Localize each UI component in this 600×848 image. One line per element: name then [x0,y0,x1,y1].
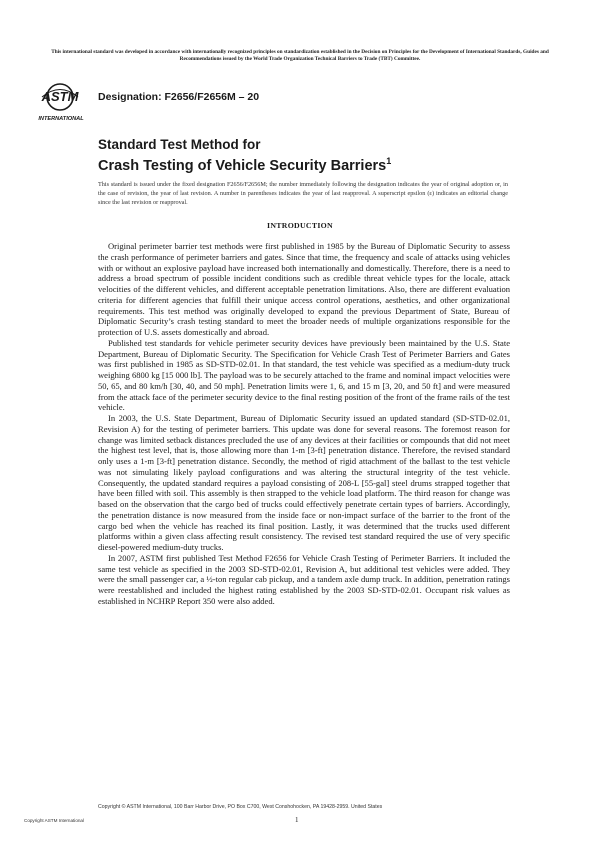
title-line-2 [98,153,391,174]
title-footnote-mark: 1 [386,156,392,166]
document-title [98,137,391,174]
title-line-2-text: Crash Testing of Vehicle Security Barriers [98,158,387,174]
paragraph: Published test standards for vehicle perimeter security devices have previously been maintained by the U.S. State Department, Bureau of Diplomatic Security. The Specification for Vehicle Crash Test of Perimeter Barriers and Gates was first published in 1985 as SD-STD-02.01. In that standard, the test vehicle was specified as a medium-duty truck weighing 6800 kg [15 000 lb]. The payload was to be securely attached to the frame and nominal impact velocities were 50, 65, and 80 km/h [30, 40, and 50 mph]. Penetration limits were 1, 6, and 15 m [3, 20, and 50 ft] and were measured from the attack face of the perimeter security device to the final resting position of the front of the frame rails of the test vehicle. [98,337,510,413]
issued-under-note: This standard is issued under the fixed designation F2656/F2656M; the number immediately following the designation indicates the year of original adoption or, in the case of revision, the year of last revision. A number in parentheses indicates the year of last reapproval. A superscript epsilon (ε) indicates an editorial change since the last revision or reapproval. [98,181,508,206]
paragraph: In 2007, ASTM first published Test Method F2656 for Vehicle Crash Testing of Perimeter Barriers. It included the same test vehicle as specified in the 2003 SD-STD-02.01, Revision A, but additional test vehicles were added. They were the small passenger car, a ½-ton regular cab pickup, and a tandem axle dump truck. In addition, penetration ratings were reestablished and included the highest rating established by the 2003 SD-STD-02.01. Occupant risk values as established in NCHRP Report 350 were also added. [98,552,510,606]
page-number: 1 [295,816,299,824]
paragraph: In 2003, the U.S. State Department, Bureau of Diplomatic Security issued an updated standard (SD-STD-02.01, Revision A) for the testing of perimeter barriers. This update was done for several reasons. The foremost reason for change was limited setback distances precluded the use of any devices at their facilities or compounds that did not meet the highest test level, that is, those allowing more than 1-m [3-ft] penetration distance. Therefore, the revised standard only uses a 1-m [3-ft] penetration distance. Secondly, the method of rigid attachment of the ballast to the test vehicle was not simulating likely payload configurations and was altering the structural integrity of the test vehicle. Consequently, the updated standard requires a payload consisting of 208-L [55-gal] steel drums strapped together that have been filled with soil. This assembly is then strapped to the vehicle load platform. The third reason for change was based on the observation that the cargo bed of trucks could effectively penetrate certain types of barriers. Accordingly, the penetration distance is now measured from the inside face or non-impact surface of the barrier to the front of the cargo bed when the vehicle has reached its final position. Lastly, it was determined that the trucks used different platforms within a given class affecting result consistency. The revised test standard required the use of very specific diesel-powered medium-duty trucks. [98,413,510,552]
astm-logo-icon [32,80,90,124]
logo-subtext: INTERNATIONAL [38,116,84,122]
copyright-notice: Copyright © ASTM International, 100 Barr Harbor Drive, PO Box C700, West Conshohocken, PA 19428-2959. United States [98,804,383,810]
copyright-small: Copyright ASTM International [24,818,85,823]
logo-text: ASTM [41,89,79,104]
introduction-body [98,241,510,607]
paragraph: Original perimeter barrier test methods were first published in 1985 by the Bureau of Diplomatic Security to assess the crash performance of perimeter barriers and gates. Since that time, the frequency and scale of attacks using vehicles with or without an explosive payload have increased both internationally and domestically. Therefore, there is a need to address a broad spectrum of possible incident conditions such as credible threat vehicle types for the locale, attack velocities of the different vehicles, and different acceptable penetration limitations. Also, there are different evaluation criteria for different agencies that fulfill their unique access control operations, aesthetics, and other organizational requirements. This test method was originally developed to expand the previous Department of State, Bureau of Diplomatic Security’s crash testing standard to meet the broader needs of multiple organizations responsible for the protection of U.S. assets domestically and abroad. [98,241,510,337]
astm-logo [32,80,90,124]
title-line-1: Standard Test Method for [98,137,261,152]
introduction-heading: INTRODUCTION [267,221,333,230]
wto-preamble: This international standard was developed in accordance with internationally recognized principles on standardization established in the Decision on Principles for the Development of International Standards, Guides and Recommendations issued by the World Trade Organization Technical Barriers to Trade (TBT) Committee. [51,49,549,62]
designation: Designation: F2656/F2656M – 20 [98,91,260,103]
